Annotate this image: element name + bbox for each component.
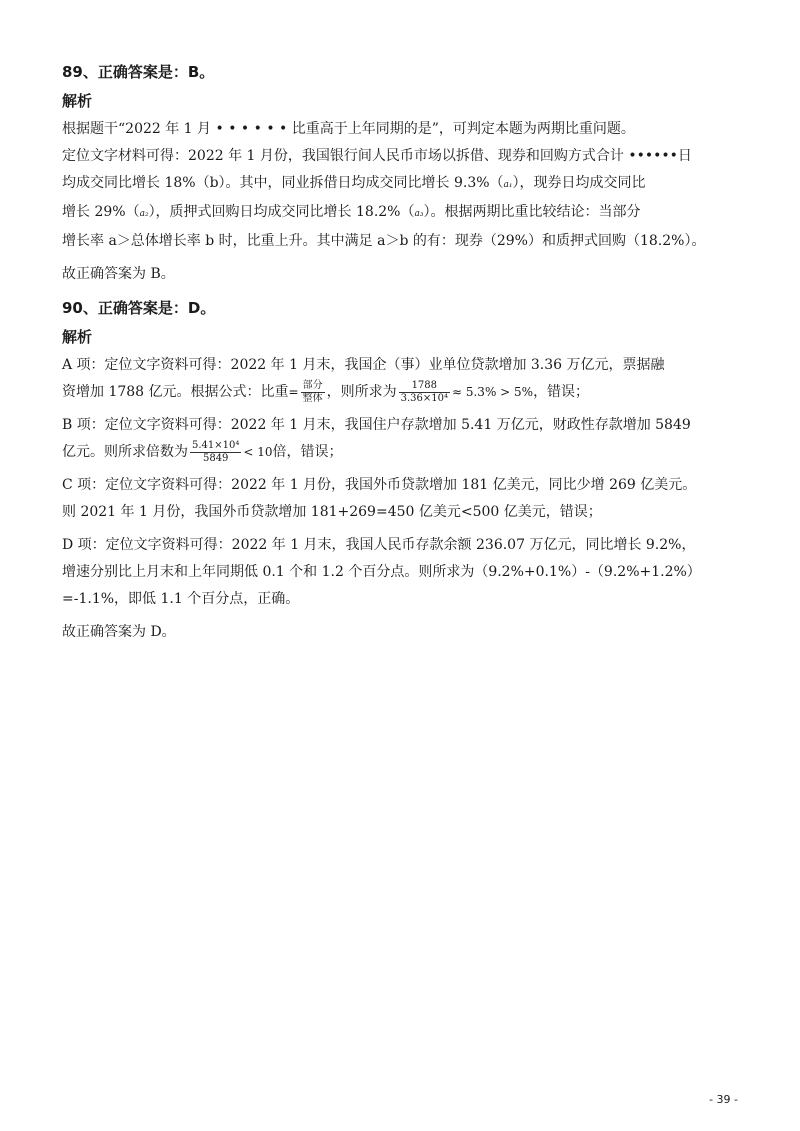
- q89-line-4b: ），质押式回购日均成交同比增长 18.2%（: [148, 204, 415, 220]
- q89-line-3: [62, 170, 742, 199]
- formula-denominator: 整体: [302, 392, 323, 404]
- option-d-line-1: D 项：定位文字资料可得：2022 年 1 月末，我国人民币存款余额 236.07 万亿元，同比增长 9.2%，: [62, 537, 696, 553]
- question-89-conclusion: 故正确答案为 B。: [62, 266, 175, 282]
- option-a-line-2b: ，则所求为: [326, 384, 397, 400]
- q89-line-1: 根据题干“2022 年 1 月 • • • • • • 比重高于上年同期的是”，可判定本题为两期比重问题。: [62, 121, 635, 137]
- page-number: - 39 -: [709, 1093, 738, 1106]
- ratio-result: < 10: [243, 445, 273, 459]
- option-a-analysis: [62, 352, 742, 406]
- calc-result: ≈ 5.3% > 5%: [451, 385, 534, 399]
- q89-line-3b: ），现券日均成交同比: [512, 175, 646, 191]
- q89-line-2: 定位文字材料可得：2022 年 1 月份，我国银行间人民币市场以拆借、现券和回购方式合计 ••••••日: [62, 148, 692, 164]
- formula-fraction: [301, 380, 325, 405]
- option-a-line-2c: ，错误；: [533, 384, 590, 400]
- question-89-analysis-label: 解析: [62, 92, 93, 110]
- q89-line-4a: 增长 29%（: [62, 204, 140, 220]
- ratio-fraction: [190, 440, 241, 465]
- option-c-line-2: 则 2021 年 1 月份，我国外币贷款增加 181+269=450 亿美元<500 亿美元，错误；: [62, 504, 602, 520]
- q89-a3: a₃: [414, 209, 424, 219]
- option-d-analysis: [62, 532, 742, 613]
- q89-line-4: [62, 199, 742, 228]
- option-d-line-3: =-1.1%，即低 1.1 个百分点，正确。: [62, 591, 300, 607]
- option-b-line-2a: 亿元。则所求倍数为: [62, 444, 188, 460]
- q89-line-4c: ）。根据两期比重比较结论：当部分: [423, 204, 641, 220]
- document-page: [62, 58, 742, 652]
- option-a-line-2: [62, 379, 742, 406]
- calc-denominator: 3.36×10⁴: [400, 392, 448, 404]
- option-a-line-2a: 资增加 1788 亿元。根据公式：比重: [62, 384, 289, 400]
- question-90-heading: 90、正确答案是：D。: [62, 299, 216, 317]
- question-90-analysis-label: 解析: [62, 328, 93, 346]
- option-b-analysis: [62, 412, 742, 466]
- calc-numerator: 1788: [399, 380, 450, 393]
- option-d-line-2: 增速分别比上月末和上年同期低 0.1 个和 1.2 个百分点。则所求为（9.2%+0.1%）-（9.2%+1.2%）: [62, 564, 701, 580]
- ratio-numerator: 5.41×10⁴: [192, 439, 240, 451]
- equals-sign: =: [288, 385, 299, 399]
- question-89-heading: 89、正确答案是：B。: [62, 63, 215, 81]
- q89-a2: a₂: [139, 209, 149, 219]
- q89-line-3a: 均成交同比增长 18%（b）。其中，同业拆借日均成交同比增长 9.3%（: [62, 175, 504, 191]
- option-b-line-1: B 项：定位文字资料可得：2022 年 1 月末，我国住户存款增加 5.41 万亿元，财政性存款增加 5849: [62, 417, 691, 433]
- option-a-line-1: A 项：定位文字资料可得：2022 年 1 月末，我国企（事）业单位贷款增加 3.36 万亿元，票据融: [62, 357, 665, 373]
- question-89-analysis: [62, 116, 742, 255]
- q89-line-5: 增长率 a＞总体增长率 b 时，比重上升。其中满足 a＞b 的有：现券（29%）和质押式回购（18.2%）。: [62, 233, 706, 249]
- ratio-denominator: 5849: [202, 452, 229, 464]
- option-b-line-2b: 倍，错误；: [272, 444, 343, 460]
- option-c-line-1: C 项：定位文字资料可得：2022 年 1 月份，我国外币贷款增加 181 亿美元，同比少增 269 亿美元。: [62, 477, 697, 493]
- option-c-analysis: [62, 472, 742, 526]
- option-b-line-2: [62, 439, 742, 466]
- calc-fraction: [399, 380, 450, 405]
- question-90-conclusion: 故正确答案为 D。: [62, 624, 176, 640]
- formula-numerator: 部分: [302, 379, 323, 391]
- q89-a1: a₁: [503, 180, 513, 190]
